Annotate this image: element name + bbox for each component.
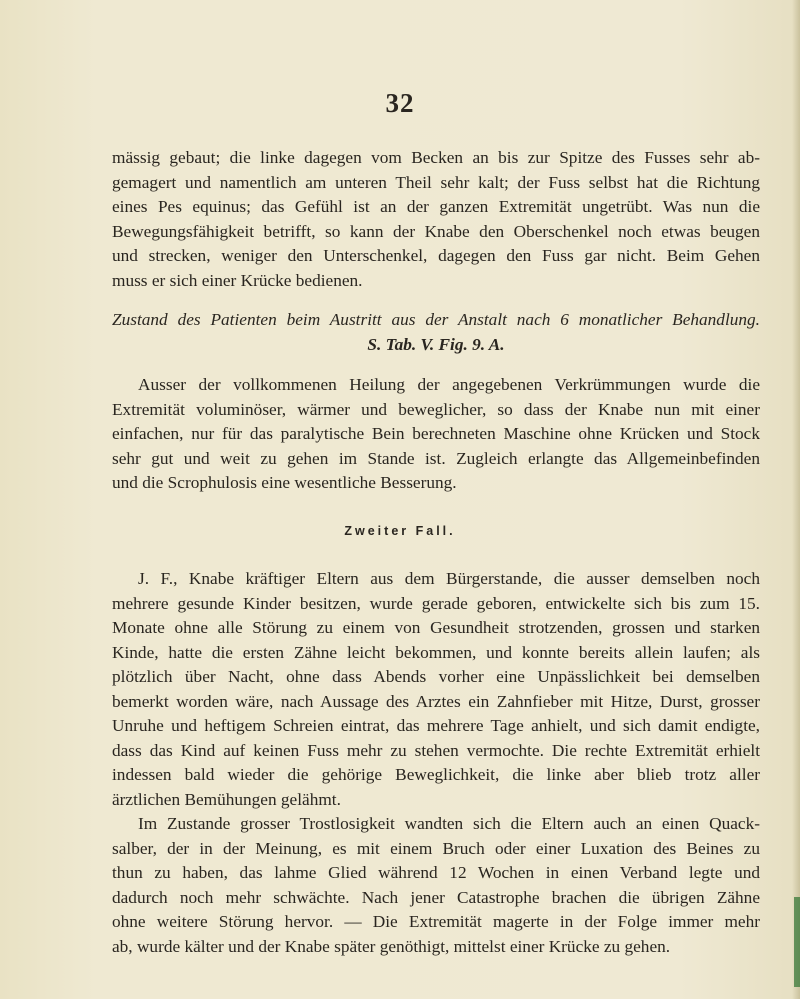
- text-line: mehrere gesunde Kinder besitzen, wurde gerade geboren, entwickelte sich bis zum 15.: [112, 593, 760, 613]
- section-title: Zweiter Fall.: [344, 524, 456, 538]
- paragraph-1: [112, 146, 760, 293]
- text-line: Monate ohne alle Störung zu einem von Gesundheit strotzenden, grossen und starken: [112, 618, 760, 637]
- text-line: Extremität voluminöser, wärmer und beweglicher, so dass der Knabe nun mit einer: [112, 399, 760, 419]
- text-line: Im Zustande grosser Trostlosigkeit wandten sich die Eltern auch an einen Quack-: [138, 814, 760, 833]
- text-line: bemerkt worden wäre, nach Aussage des Arztes ein Zahnfieber mit Hitze, Durst, grosser: [112, 691, 760, 711]
- text-line: muss er sich einer Krücke bedienen.: [112, 270, 363, 290]
- text-line: dadurch noch mehr schwächte. Nach jener Catastrophe brachen die übrigen Zähne: [112, 887, 760, 907]
- text-line: dass das Kind auf keinen Fuss mehr zu stehen vermochte. Die rechte Extremität erhielt: [112, 740, 760, 760]
- text-line: und strecken, weniger den Unterschenkel, dagegen den Fuss gar nicht. Beim Gehen: [112, 246, 760, 265]
- text-line: plötzlich über Nacht, ohne dass Abends vorher eine Unpässlichkeit bei demselben: [112, 667, 760, 686]
- paragraph-3: [112, 567, 760, 959]
- text-line: Bewegungsfähigkeit betrifft, so kann der Knabe den Oberschenkel noch etwas beugen: [112, 221, 760, 241]
- text-line: Kinde, hatte die ersten Zähne leicht bekommen, und konnte bereits allein laufen; als: [112, 642, 760, 662]
- page-edge-shadow: [792, 0, 800, 999]
- text-line: und die Scrophulosis eine wesentliche Besserung.: [112, 473, 457, 492]
- section-heading: [112, 308, 760, 357]
- text-line: ärztlichen Bemühungen gelähmt.: [112, 789, 341, 809]
- page-edge-mark: [794, 897, 800, 987]
- paragraph-2: [112, 373, 760, 496]
- text-line: Ausser der vollkommenen Heilung der angegebenen Verkrümmungen wurde die: [138, 375, 760, 394]
- text-line: ab, wurde kälter und der Knabe später genöthigt, mittelst einer Krücke zu gehen.: [112, 936, 671, 956]
- text-line: ohne weitere Störung hervor. — Die Extremität magerte in der Folge immer mehr: [112, 912, 760, 931]
- text-line: J. F., Knabe kräftiger Eltern aus dem Bürgerstande, die ausser demselben noch: [138, 569, 760, 588]
- text-line: sehr gut und weit zu gehen im Stande ist. Zugleich erlangte das Allgemeinbefinden: [112, 448, 760, 468]
- text-line: gemagert und namentlich am unteren Theil sehr kalt; der Fuss selbst hat die Richtung: [112, 172, 760, 192]
- text-line: Unruhe und heftigem Schreien eintrat, das mehrere Tage anhielt, und sich damit endigte,: [112, 716, 760, 735]
- text-line: mässig gebaut; die linke dagegen vom Becken an bis zur Spitze des Fusses sehr ab-: [112, 148, 760, 167]
- text-line: salber, der in der Meinung, es mit einem Bruch oder einer Luxation des Beines zu: [112, 838, 760, 858]
- text-line: eines Pes equinus; das Gefühl ist an der ganzen Extremität ungetrübt. Was nun die: [112, 197, 760, 216]
- heading-line: Zustand des Patienten beim Austritt aus der Anstalt nach 6 monatlicher Behandlung.: [112, 310, 760, 329]
- figure-reference: S. Tab. V. Fig. 9. A.: [367, 334, 505, 354]
- text-line: einfachen, nur für das paralytische Bein berechneten Maschine ohne Krücken und Stock: [112, 424, 760, 443]
- text-line: indessen bald wieder die gehörige Beweglichkeit, die linke aber blieb trotz aller: [112, 765, 760, 784]
- page-number: 32: [385, 88, 415, 118]
- text-line: thun zu haben, das lahme Glied während 12 Wochen in einen Verband legte und: [112, 863, 760, 882]
